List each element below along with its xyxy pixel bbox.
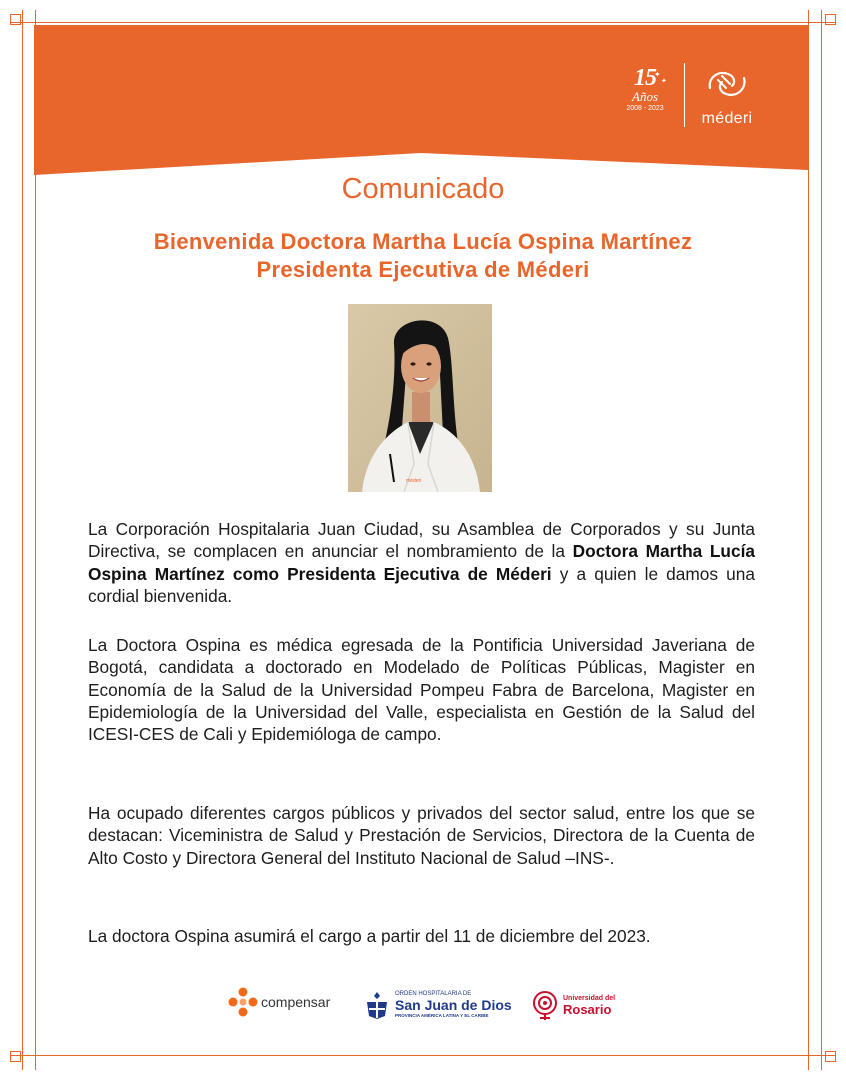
hands-icon	[704, 66, 750, 102]
headline-line-1: Bienvenida Doctora Martha Lucía Ospina Martínez	[153, 229, 693, 254]
crest-icon	[364, 990, 390, 1020]
frame-corner	[825, 1051, 836, 1062]
rosario-name: Rosario	[563, 1001, 612, 1017]
compensar-dots-icon	[228, 987, 258, 1017]
anniversary-number: 15	[634, 65, 656, 91]
rosario-rose-icon	[530, 989, 560, 1021]
paragraph-3: Ha ocupado diferentes cargos públicos y privados del sector salud, entre los que se destacan: Viceministra de Salud y Prestación de Servicios, Directora de la Cuenta de Alto Costo y Directora General del Instituto Nacional de Salud –INS-.	[88, 803, 755, 868]
coat-logo-text: méderi	[406, 478, 422, 484]
sjd-sub-text: PROVINCIA AMÉRICA LATINA Y EL CARIBE	[395, 1013, 489, 1018]
paragraph-1-text-c: y a quien le damos una cordial bienvenida.	[88, 563, 755, 606]
compensar-name: compensar	[261, 994, 331, 1010]
headline	[0, 228, 846, 284]
star-icon	[654, 70, 670, 84]
compensar-logo	[228, 987, 330, 1017]
frame-line	[821, 10, 822, 1070]
rosario-top-text: Universidad del	[563, 994, 616, 1002]
sjd-top-text: ORDEN HOSPITALARIA DE	[395, 991, 472, 997]
paragraph-4: La doctora Ospina asumirá el cargo a partir del 11 de diciembre del 2023.	[88, 926, 651, 946]
logo-divider	[684, 63, 685, 127]
paragraph-1	[88, 518, 755, 607]
header-banner	[34, 25, 808, 175]
portrait-photo	[348, 304, 492, 492]
frame-line	[22, 10, 23, 1070]
frame-corner	[825, 14, 836, 25]
frame-line	[808, 10, 809, 1070]
brand-name: méderi	[701, 110, 753, 127]
svg-text:✦: ✦	[661, 78, 667, 84]
portrait-illustration	[348, 304, 492, 492]
paragraph-2: La Doctora Ospina es médica egresada de la Pontificia Universidad Javeriana de Bogotá, candidata a doctorado en Modelado de Políticas Públicas, Magister en Economía de la Salud de la Universidad Pompeu Fabra de Barcelona, Magister en Epidemiología de la Universidad del Valle, especialista en Gestión de la Salud del ICESI-CES de Cali y Epidemióloga de campo.	[88, 635, 755, 745]
paragraph-1-bold: Doctora Martha Lucía Ospina Martínez como Presidenta Ejecutiva de Méderi	[88, 541, 756, 584]
mederi-logo	[696, 66, 758, 128]
frame-corner	[10, 14, 21, 25]
anniversary-years: 2008 - 2023	[626, 105, 664, 112]
frame-line	[10, 1055, 836, 1056]
page-title: Comunicado	[341, 173, 505, 205]
universidad-rosario-logo	[530, 989, 615, 1021]
headline-line-2: Presidenta Ejecutiva de Méderi	[256, 257, 590, 282]
san-juan-de-dios-logo	[364, 990, 512, 1020]
sjd-name: San Juan de Dios	[395, 997, 512, 1013]
anniversary-word: Años	[632, 89, 658, 104]
frame-corner	[10, 1051, 21, 1062]
paragraph-1-text-a: La Corporación Hospitalaria Juan Ciudad, su Asamblea de Corporados y su Junta Directiva, se complacen en anunciar el nombramiento de la	[88, 519, 755, 562]
frame-line	[10, 22, 836, 23]
svg-text:✦: ✦	[654, 70, 661, 79]
